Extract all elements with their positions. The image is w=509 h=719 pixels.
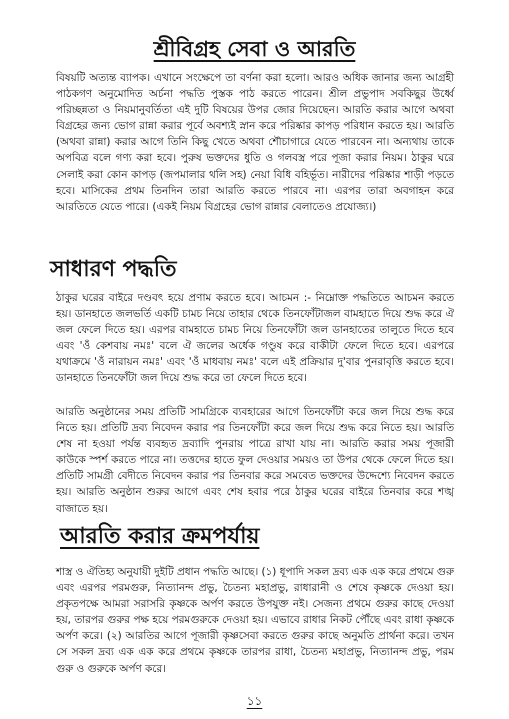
page-number: ১১ <box>246 694 263 708</box>
sequence-paragraph: শাস্ত্র ও ঐতিহ্য অনুযায়ী দুইটি প্রধান পদ্ধতি আছে। (১) ধূপাদি সকল দ্রব্য এক এক করে প্রথমে গুরু এবং এরপর পরমগুরু, নিত্যানন্দ প্রভু, চৈতন্য মহাপ্রভু, রাধারানী ও শেষে কৃষ্ণকে দেওয়া হয়। প্রকৃতপক্ষে আমরা সরাসরি কৃষ্ণকে অর্পণ করতে উপযুক্ত নই। সেজন্য প্রথমে গুরুর কাছে দেওয়া হয়, তারপর গুরুর পক্ষ হয়ে পরমগুরুকে দেওয়া হয়। এভাবে রাধার নিকট পৌঁছে এবং রাধা কৃষ্ণকে অর্পণ করে। (২) আরতির আগে পূজারী কৃষ্ণসেবা করতে গুরুর কাছে অনুমতি প্রার্থনা করে। তখন সে সকল দ্রব্য এক এক করে প্রথমে কৃষ্ণকে তারপর রাধা, চৈতন্য মহাপ্রভু, নিত্যানন্দ প্রভু, পরম গুরু ও গুরুকে অর্পণ করে। <box>56 566 454 675</box>
general-paragraph-arati-rules: আরতি অনুষ্ঠানের সময় প্রতিটি সামগ্রিকে ব্যবহারের আগে তিনফোঁটা করে জল দিয়ে শুদ্ধ করে নিতে হয়। প্রতিটি দ্রব্য নিবেদন করার পর তিনফোঁটা করে জল দিয়ে শুদ্ধ করে নিতে হয়। আরতি শেষ না হওয়া পর্যন্ত ব্যবহৃত দ্রব্যাদি পুনরায় পাত্রে রাখা যায় না। আরতি করার সময় পূজারী কাউকে স্পর্শ করতে পারে না। তত্তদের হাতে ফুল দেওয়ার সময়ও তা উপর থেকে ফেলে দিতে হয়। প্রতিটি সামগ্রী বেদীতে নিবেদন করার পর তিনবার করে সমবেত ভক্তদের উদ্দেশ্যে নিবেদন করতে হয়। আরতি অনুষ্ঠান শুরুর আগে এবং শেষ হবার পরে ঠাকুর ঘরের বাইরে তিনবার করে শঙ্খ বাজাতে হয়। <box>56 406 454 515</box>
heading-general-method: সাধারণ পদ্ধতি <box>50 257 177 282</box>
heading-arati-sequence: আরতি করার ক্রমপর্যায় <box>60 524 260 549</box>
page-title: শ্রীবিগ্রহ সেবা ও আরতি <box>153 36 356 61</box>
general-paragraph-acaman: ঠাকুর ঘরের বাইরে দণ্ডবৎ হয়ে প্রণাম করতে হবে। আচমন :- নিম্নোক্ত পদ্ধতিতে আচমন করতে হয়। ডানহাতে জলভর্তি একটি চামচ নিয়ে তাহার থেকে তিনফোঁটাজল বামহাতে দিয়ে শুদ্ধ করে ঐ জল ফেলে দিতে হয়। এরপর বামহাতে চামচ নিয়ে তিনফোঁটা জল ডানহাতের তালুতে দিতে হবে এবং 'ওঁ কেশবায় নমঃ' বলে ঐ জলের অর্ধেক গণ্ডুষ করে বাকীটা ফেলে দিতে হবে। এরপরে যথাক্রমে 'ওঁ নারায়ন নমঃ' এবং 'ওঁ মাধবায় নমঃ' বলে এই প্রক্রিয়ার দু'বার পুনরাবৃত্তি করতে হবে। ডানহাতে তিনফোঁটা জল দিয়ে শুদ্ধ করে তা ফেলে দিতে হবে। <box>56 292 454 385</box>
intro-paragraph: বিষয়টি অত্যন্ত ব্যাপক। এখানে সংক্ষেপে তা বর্ণনা করা হলো। আরও অধিক জানার জন্য আগ্রহী পাঠকগণ অনুমোদিত অর্চনা পদ্ধতি পুস্তক পাঠ করতে পারেন। শ্রীল প্রভুপাদ সবকিছুর উর্ধ্বে পরিচ্ছন্নতা ও নিয়মানুবর্তিতা এই দুটি বিষয়ের উপর জোর দিয়েছেন। আরতি করার আগে অথবা বিগ্রহের জন্য ভোগ রান্না করার পূর্বে অবশ্যই স্নান করে পরিষ্কার কাপড় পরিধান করতে হয়। আরতি (অথবা রান্না) করার আগে তিনি কিছু খেতে অথবা শৌচাগারে যেতে পারবেন না। অন্যথায় তাকে অপবিত্র বলে গণ্য করা হবে। পুরুষ ভক্তদের ধুতি ও গলবস্ত্র পরে পূজা করার নিয়ম। ঠাকুর ঘরে সেলাই করা কোন কাপড় (জপমালার থলি সহ) নেয়া বিধি বহির্ভূত। নারীদের পরিষ্কার শাড়ী পড়তে হবে। মাসিকের প্রথম তিনদিন তারা আরতি করতে পারবে না। এরপর তারা অবগাহন করে আরতিতে যেতে পারে। (একই নিয়ম বিগ্রহের ভোগ রান্নার বেলাতেও প্রযোজ্য।) <box>56 72 454 213</box>
